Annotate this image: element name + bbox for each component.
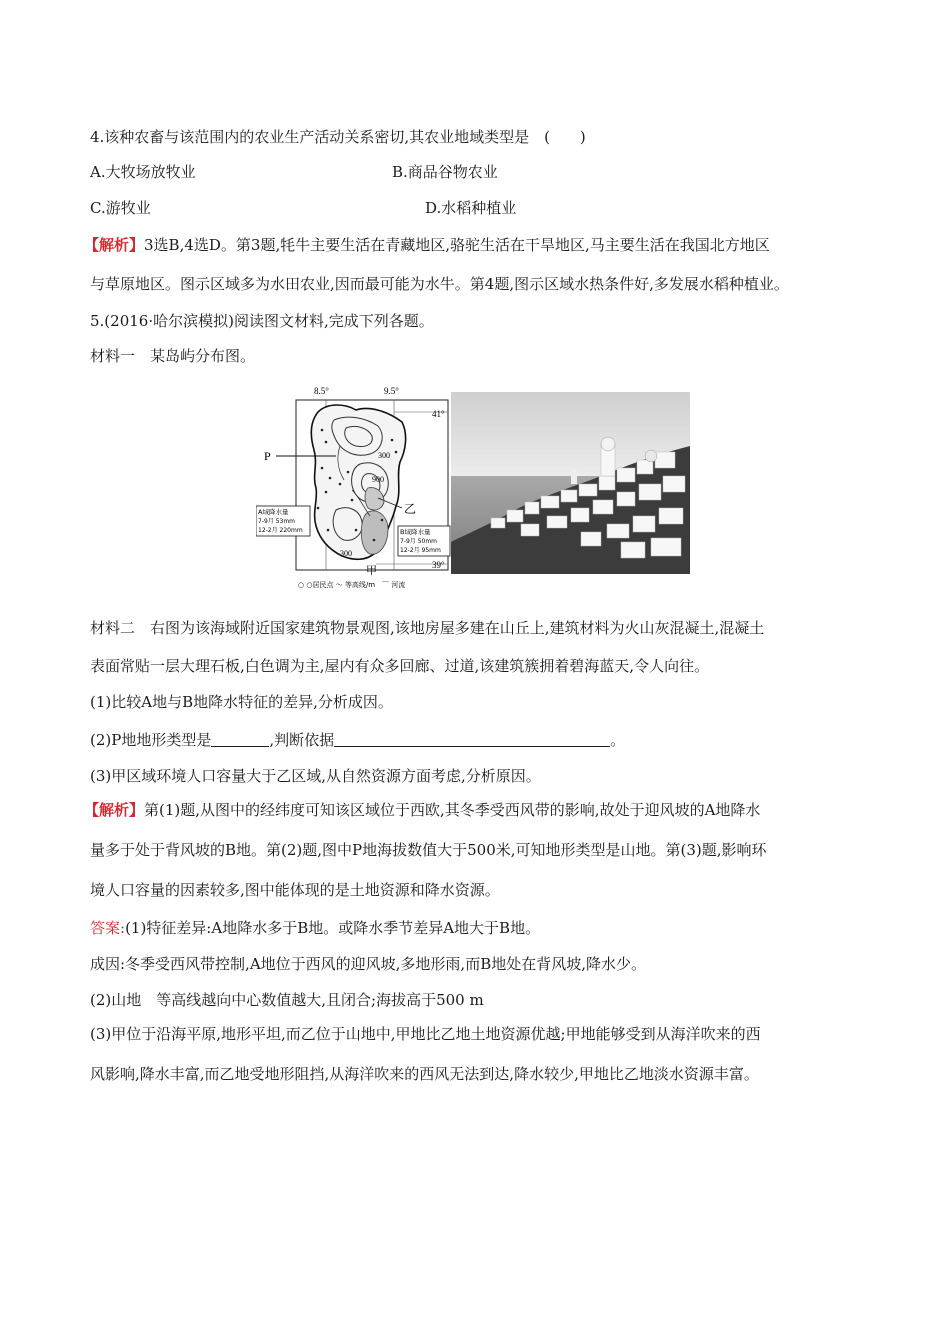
answer-tag: 答案: [90, 919, 126, 937]
answer-paragraph [90, 918, 540, 938]
longitude-label: 8.5° [314, 386, 329, 396]
option-b: B.商品谷物农业 [392, 163, 498, 181]
sub-question-2-end: 。 [610, 731, 626, 749]
answer-blank-terrain[interactable] [211, 732, 269, 747]
option-c: C.游牧业 [90, 199, 151, 217]
sub-question-2 [90, 730, 625, 750]
latitude-label: 39° [432, 560, 445, 570]
latitude-label: 41° [432, 409, 445, 419]
precip-box-b-title: B域降水量 [400, 528, 431, 536]
label-jia: 甲 [366, 564, 377, 577]
contour-value: 900 [372, 475, 384, 484]
analysis-tag: 【解析】 [84, 236, 145, 254]
answer-line: 成因:冬季受西风带控制,A地位于西风的迎风坡,多地形雨,而B地处在背风坡,降水少。 [90, 955, 646, 973]
sub-question-1: (1)比较A地与B地降水特征的差异,分析成因。 [90, 693, 393, 711]
longitude-label: 9.5° [384, 386, 399, 396]
analysis-line: 量多于处于背风坡的B地。第(2)题,图中P地海拔数值大于500米,可知地形类型是山地。第(3)题,影响环 [90, 841, 767, 859]
material-2-line: 表面常贴一层大理石板,白色调为主,屋内有众多回廊、过道,该建筑簇拥着碧海蓝天,令人向往。 [90, 657, 710, 675]
option-a: A.大牧场放牧业 [90, 163, 196, 181]
question-5-stem: 5.(2016·哈尔滨模拟)阅读图文材料,完成下列各题。 [90, 312, 434, 330]
analysis-tag: 【解析】 [84, 801, 145, 819]
option-d: D.水稻种植业 [425, 199, 517, 217]
precip-box-a-summer: 7-9月 53mm [258, 518, 296, 525]
answer-line: 风影响,降水丰富,而乙地受地形阻挡,从海洋吹来的西风无法到达,降水较少,甲地比乙地淡水资源丰富。 [90, 1065, 759, 1083]
answer-line: (3)甲位于沿海平原,地形平坦,而乙位于山地中,甲地比乙地土地资源优越;甲地能够受到从海洋吹来的西 [90, 1025, 761, 1043]
analysis-paragraph-2 [84, 800, 760, 820]
sub-question-2-text: (2)P地地形类型是 [90, 731, 212, 749]
architecture-photo [451, 392, 690, 574]
island-map-figure [256, 380, 452, 592]
analysis-line: 第(1)题,从图中的经纬度可知该区域位于西欧,其冬季受西风带的影响,故处于迎风坡的A地降水 [144, 801, 761, 819]
analysis-paragraph-1 [84, 235, 770, 255]
contour-value: 300 [378, 451, 390, 460]
map-legend: ○ ○居民点 〜 等高线/m ⌒ 河流 [298, 581, 406, 589]
island-outline [311, 405, 405, 559]
precip-box-b-winter: 12-2月 95mm [400, 547, 441, 554]
material-2-line: 材料二 右图为该海域附近国家建筑物景观图,该地房屋多建在山丘上,建筑材料为火山灰混凝土,混凝土 [90, 619, 765, 637]
photo-dome [645, 450, 657, 462]
analysis-line: 境人口容量的因素较多,图中能体现的是土地资源和降水资源。 [90, 881, 500, 899]
precip-box-a-winter: 12-2月 220mm [258, 527, 303, 534]
analysis-line: 与草原地区。图示区域多为水田农业,因而最可能为水牛。第4题,图示区域水热条件好,多发展水稻种植业。 [90, 275, 789, 293]
answer-blank-basis[interactable] [334, 732, 610, 747]
shaded-plain-area [361, 511, 388, 554]
question-4-stem: 4.该种农畜与该范围内的农业生产活动关系密切,其农业地域类型是 ( ) [90, 128, 586, 146]
sub-question-3: (3)甲区域环境人口容量大于乙区域,从自然资源方面考虑,分析原因。 [90, 767, 541, 785]
photo-dome [601, 437, 615, 451]
label-p: P [264, 449, 271, 463]
answer-line: (2)山地 等高线越向中心数值越大,且闭合;海拔高于500 m [90, 991, 484, 1009]
material-1-caption: 材料一 某岛屿分布图。 [90, 347, 256, 365]
label-yi: 乙 [404, 502, 417, 516]
analysis-line: 3选B,4选D。第3题,牦牛主要生活在青藏地区,骆驼生活在干旱地区,马主要生活在我国北方地区 [144, 236, 770, 254]
photo-tower [571, 470, 577, 484]
precip-box-b-summer: 7-9月 50mm [400, 538, 438, 545]
sub-question-2-text: ,判断依据 [269, 731, 335, 749]
contour-value: 300 [340, 549, 352, 558]
precip-box-a-title: A域降水量 [258, 508, 289, 516]
answer-line: (1)特征差异:A地降水多于B地。或降水季节差异A地大于B地。 [125, 919, 541, 937]
